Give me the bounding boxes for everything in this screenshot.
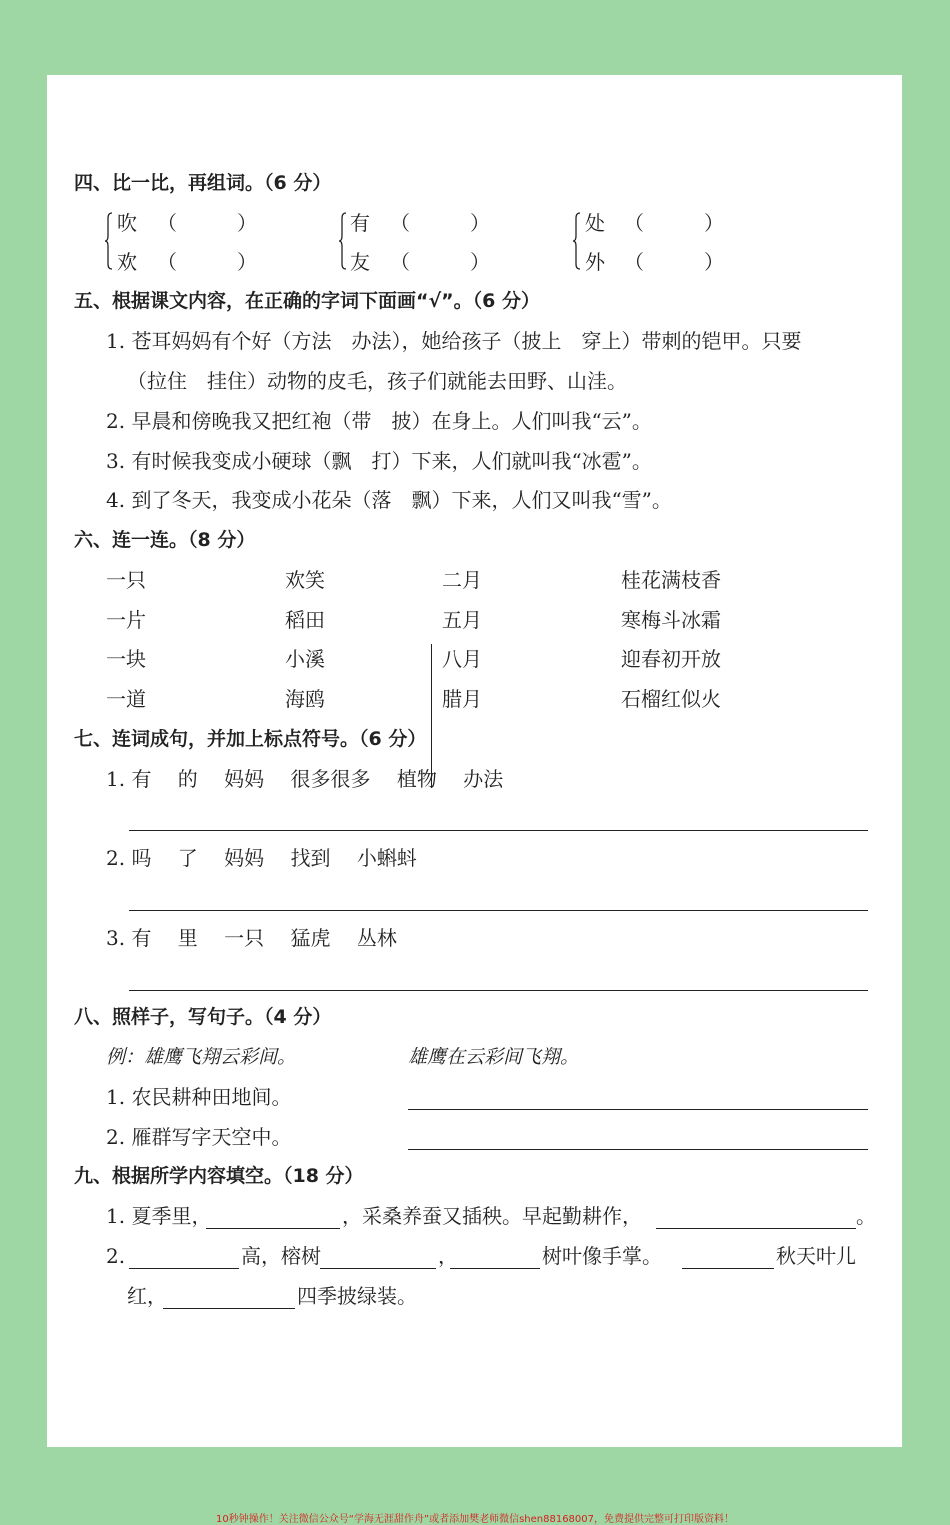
brace-icon — [105, 212, 113, 270]
footer-note: 10秒钟操作！关注微信公众号“学海无涯甜作舟”或者添加樊老师微信shen88168007，免费提供完整可打印版资料！ — [215, 1514, 735, 1525]
char-4-1a: 吹 — [117, 211, 137, 235]
section5-line: 2. 早晨和傍晚我又把红袍（带 披）在身上。人们叫我“云”。 — [106, 409, 652, 433]
answer-line[interactable] — [129, 830, 868, 831]
fill-text: ，采桑养蚕又插秧。早起勤耕作， — [342, 1204, 642, 1228]
fill-blank[interactable] — [129, 1268, 239, 1269]
answer-line[interactable] — [129, 990, 868, 991]
section5-line: 3. 有时候我变成小硬球（飘 打）下来，人们就叫我“冰雹”。 — [106, 449, 652, 473]
match-item[interactable]: 一道 — [106, 687, 146, 711]
answer-line[interactable] — [408, 1109, 868, 1110]
match-item[interactable]: 一块 — [106, 647, 146, 671]
match-item[interactable]: 腊月 — [442, 687, 482, 711]
paren-blank[interactable]: （ ） — [390, 211, 490, 235]
char-4-2b: 友 — [350, 250, 370, 274]
fill-blank[interactable] — [682, 1268, 774, 1269]
match-item[interactable]: 海鸥 — [285, 687, 325, 711]
paren-blank[interactable]: （ ） — [157, 250, 257, 274]
paren-blank[interactable]: （ ） — [390, 250, 490, 274]
sentence-item: 1. 农民耕种田地间。 — [106, 1085, 292, 1109]
fill-blank[interactable] — [320, 1268, 436, 1269]
fill-text: 秋天叶儿 — [776, 1244, 856, 1268]
word-list: 1. 有 的 妈妈 很多很多 植物 办法 — [106, 767, 504, 791]
section5-title: 五、根据课文内容，在正确的字词下面画“√”。（6 分） — [74, 290, 540, 312]
brace-icon — [339, 212, 347, 270]
char-4-1b: 欢 — [117, 250, 137, 274]
match-item[interactable]: 八月 — [442, 647, 482, 671]
char-4-3b: 外 — [585, 250, 605, 274]
answer-line[interactable] — [408, 1149, 868, 1150]
match-item[interactable]: 一片 — [106, 608, 146, 632]
section5-line: 1. 苍耳妈妈有个好（方法 办法），她给孩子（披上 穿上）带刺的铠甲。只要 — [106, 329, 802, 353]
fill-text: 四季披绿装。 — [297, 1284, 417, 1308]
word-list: 3. 有 里 一只 猛虎 丛林 — [106, 926, 397, 950]
match-item[interactable]: 欢笑 — [285, 568, 325, 592]
fill-text: 。 — [856, 1204, 876, 1228]
fill-text: 高，榕树 — [241, 1244, 321, 1268]
section6-title: 六、连一连。（8 分） — [74, 529, 256, 551]
answer-line[interactable] — [129, 910, 868, 911]
fill-text: 树叶像手掌。 — [542, 1244, 662, 1268]
fill-blank[interactable] — [656, 1228, 856, 1229]
fill-blank[interactable] — [450, 1268, 540, 1269]
example-prompt: 例：雄鹰飞翔云彩间。 — [106, 1046, 297, 1068]
paren-blank[interactable]: （ ） — [624, 250, 724, 274]
char-4-2a: 有 — [350, 211, 370, 235]
fill-text: ， — [438, 1244, 458, 1268]
match-item[interactable]: 迎春初开放 — [621, 647, 721, 671]
section7-title: 七、连词成句，并加上标点符号。（6 分） — [74, 728, 427, 750]
match-item[interactable]: 寒梅斗冰霜 — [621, 608, 721, 632]
worksheet-page — [47, 75, 902, 1447]
brace-icon — [573, 212, 581, 270]
paren-blank[interactable]: （ ） — [157, 211, 257, 235]
sentence-item: 2. 雁群写字天空中。 — [106, 1125, 292, 1149]
char-4-3a: 处 — [585, 211, 605, 235]
match-item[interactable]: 一只 — [106, 568, 146, 592]
match-item[interactable]: 稻田 — [285, 608, 325, 632]
paren-blank[interactable]: （ ） — [624, 211, 724, 235]
section8-title: 八、照样子，写句子。（4 分） — [74, 1006, 332, 1028]
fill-text: 红， — [127, 1284, 167, 1308]
fill-text: 2. — [106, 1244, 126, 1268]
word-list: 2. 吗 了 妈妈 找到 小蝌蚪 — [106, 846, 417, 870]
fill-blank[interactable] — [163, 1308, 295, 1309]
section5-line: 4. 到了冬天，我变成小花朵（落 飘）下来，人们又叫我“雪”。 — [106, 488, 672, 512]
match-item[interactable]: 五月 — [442, 608, 482, 632]
fill-blank[interactable] — [206, 1228, 340, 1229]
section9-title: 九、根据所学内容填空。（18 分） — [74, 1165, 364, 1187]
section4-title: 四、比一比，再组词。（6 分） — [74, 172, 332, 194]
match-item[interactable]: 石榴红似火 — [621, 687, 721, 711]
match-item[interactable]: 小溪 — [285, 647, 325, 671]
fill-text: 1. 夏季里， — [106, 1204, 212, 1228]
match-item[interactable]: 二月 — [442, 568, 482, 592]
section5-line: （拉住 挂住）动物的皮毛，孩子们就能去田野、山洼。 — [127, 369, 627, 393]
match-item[interactable]: 桂花满枝香 — [621, 568, 721, 592]
example-answer: 雄鹰在云彩间飞翔。 — [408, 1046, 580, 1068]
